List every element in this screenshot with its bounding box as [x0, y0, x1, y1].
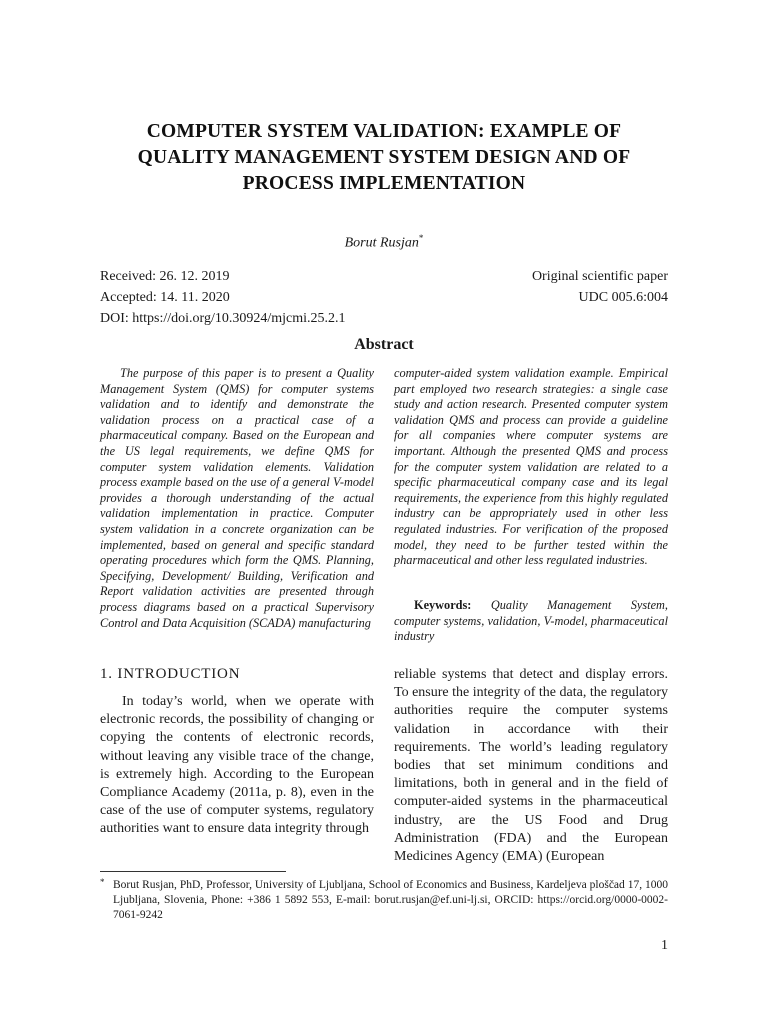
- abstract-heading: Abstract: [354, 336, 414, 353]
- footnote-mark: *: [100, 877, 105, 887]
- received-date: Received: 26. 12. 2019: [100, 269, 230, 284]
- abstract-right-column: computer-aided system validation example. Empirical part employed two research strategies: a single case study and action research. Presented computer system validation QMS and process can provide a guideline for all companies where computer systems are important. Although the presented QMS and process for the computer system validation are related to a specific pharmaceutical company case and its legal requirements, the experience from this highly regulated industry can be appropriately used in other less regulated industries. For verification of the proposed model, they need to be further tested within the pharmaceutical and other less regulated industries.: [394, 366, 668, 568]
- keywords-label: Keywords:: [414, 598, 472, 612]
- author-line: [0, 233, 768, 252]
- footnote-text: Borut Rusjan, PhD, Professor, University of Ljubljana, School of Economics and Business, Kardeljeva ploščad 17, 1000 Ljubljana, Slovenia, Phone: +386 1 5892 553, E-mail: borut.rusjan@ef.uni-lj.si, ORCID: https://orcid.org/0000-0002-7061-9242: [113, 879, 668, 921]
- udc-code: UDC 005.6:004: [578, 290, 668, 305]
- paper-title: COMPUTER SYSTEM VALIDATION: EXAMPLE OF QUALITY MANAGEMENT SYSTEM DESIGN AND OF PROCESS IMPLEMENTATION: [137, 121, 631, 194]
- keywords-list: Quality Management System, computer systems, validation, V-model, pharmaceutical industry: [394, 598, 668, 644]
- accepted-date: Accepted: 14. 11. 2020: [100, 290, 230, 305]
- footnote: [100, 878, 668, 923]
- intro-left-column: In today’s world, when we operate with electronic records, the possibility of changing or copying the contents of electronic records, without leaving any visible trace of the change, is extremely high. According to the European Compliance Academy (2011a, p. 8), even in the case of the use of computer systems, regulatory authorities want to ensure data integrity through: [100, 694, 374, 837]
- paper-classification: [532, 266, 668, 308]
- section-heading-introduction: 1. INTRODUCTION: [100, 666, 241, 682]
- author-footnote-mark: *: [418, 233, 424, 243]
- abstract-left-column: The purpose of this paper is to present a Quality Management System (QMS) for computer systems validation and to identify and demonstrate the validation process on a practical case of a pharmaceutical company. Based on the European and the US legal requirements, we define QMS for computer system validation elements. Validation process example based on the use of a general V-model provides a thorough understanding of the actual validation implementation in practice. Computer system validation in a concrete organization can be implemented, based on general and specific standard operating procedures which form the QMS. Planning, Specifying, Development/ Building, Verification and Report validation activities are presented through process diagrams based on a practical Supervisory Control and Data Acquisition (SCADA) manufacturing: [100, 366, 374, 630]
- author-name: Borut Rusjan: [344, 235, 419, 251]
- page-number: 1: [661, 938, 668, 953]
- doi: DOI: https://doi.org/10.30924/mjcmi.25.2.1: [100, 311, 346, 326]
- paper-type: Original scientific paper: [531, 269, 668, 284]
- publication-dates: [100, 266, 346, 329]
- keywords: [394, 598, 668, 645]
- intro-right-column: reliable systems that detect and display errors. To ensure the integrity of the data, the regulatory authorities require the computer systems validation in accordance with their requirements. The world’s leading regulatory bodies that set minimum conditions and limitations, both in general and in the field of computer-aided systems in the pharmaceutical industry, are the US Food and Drug Administration (FDA) and the European Medicines Agency (EMA) (European: [394, 667, 668, 865]
- footnote-separator: [100, 871, 286, 872]
